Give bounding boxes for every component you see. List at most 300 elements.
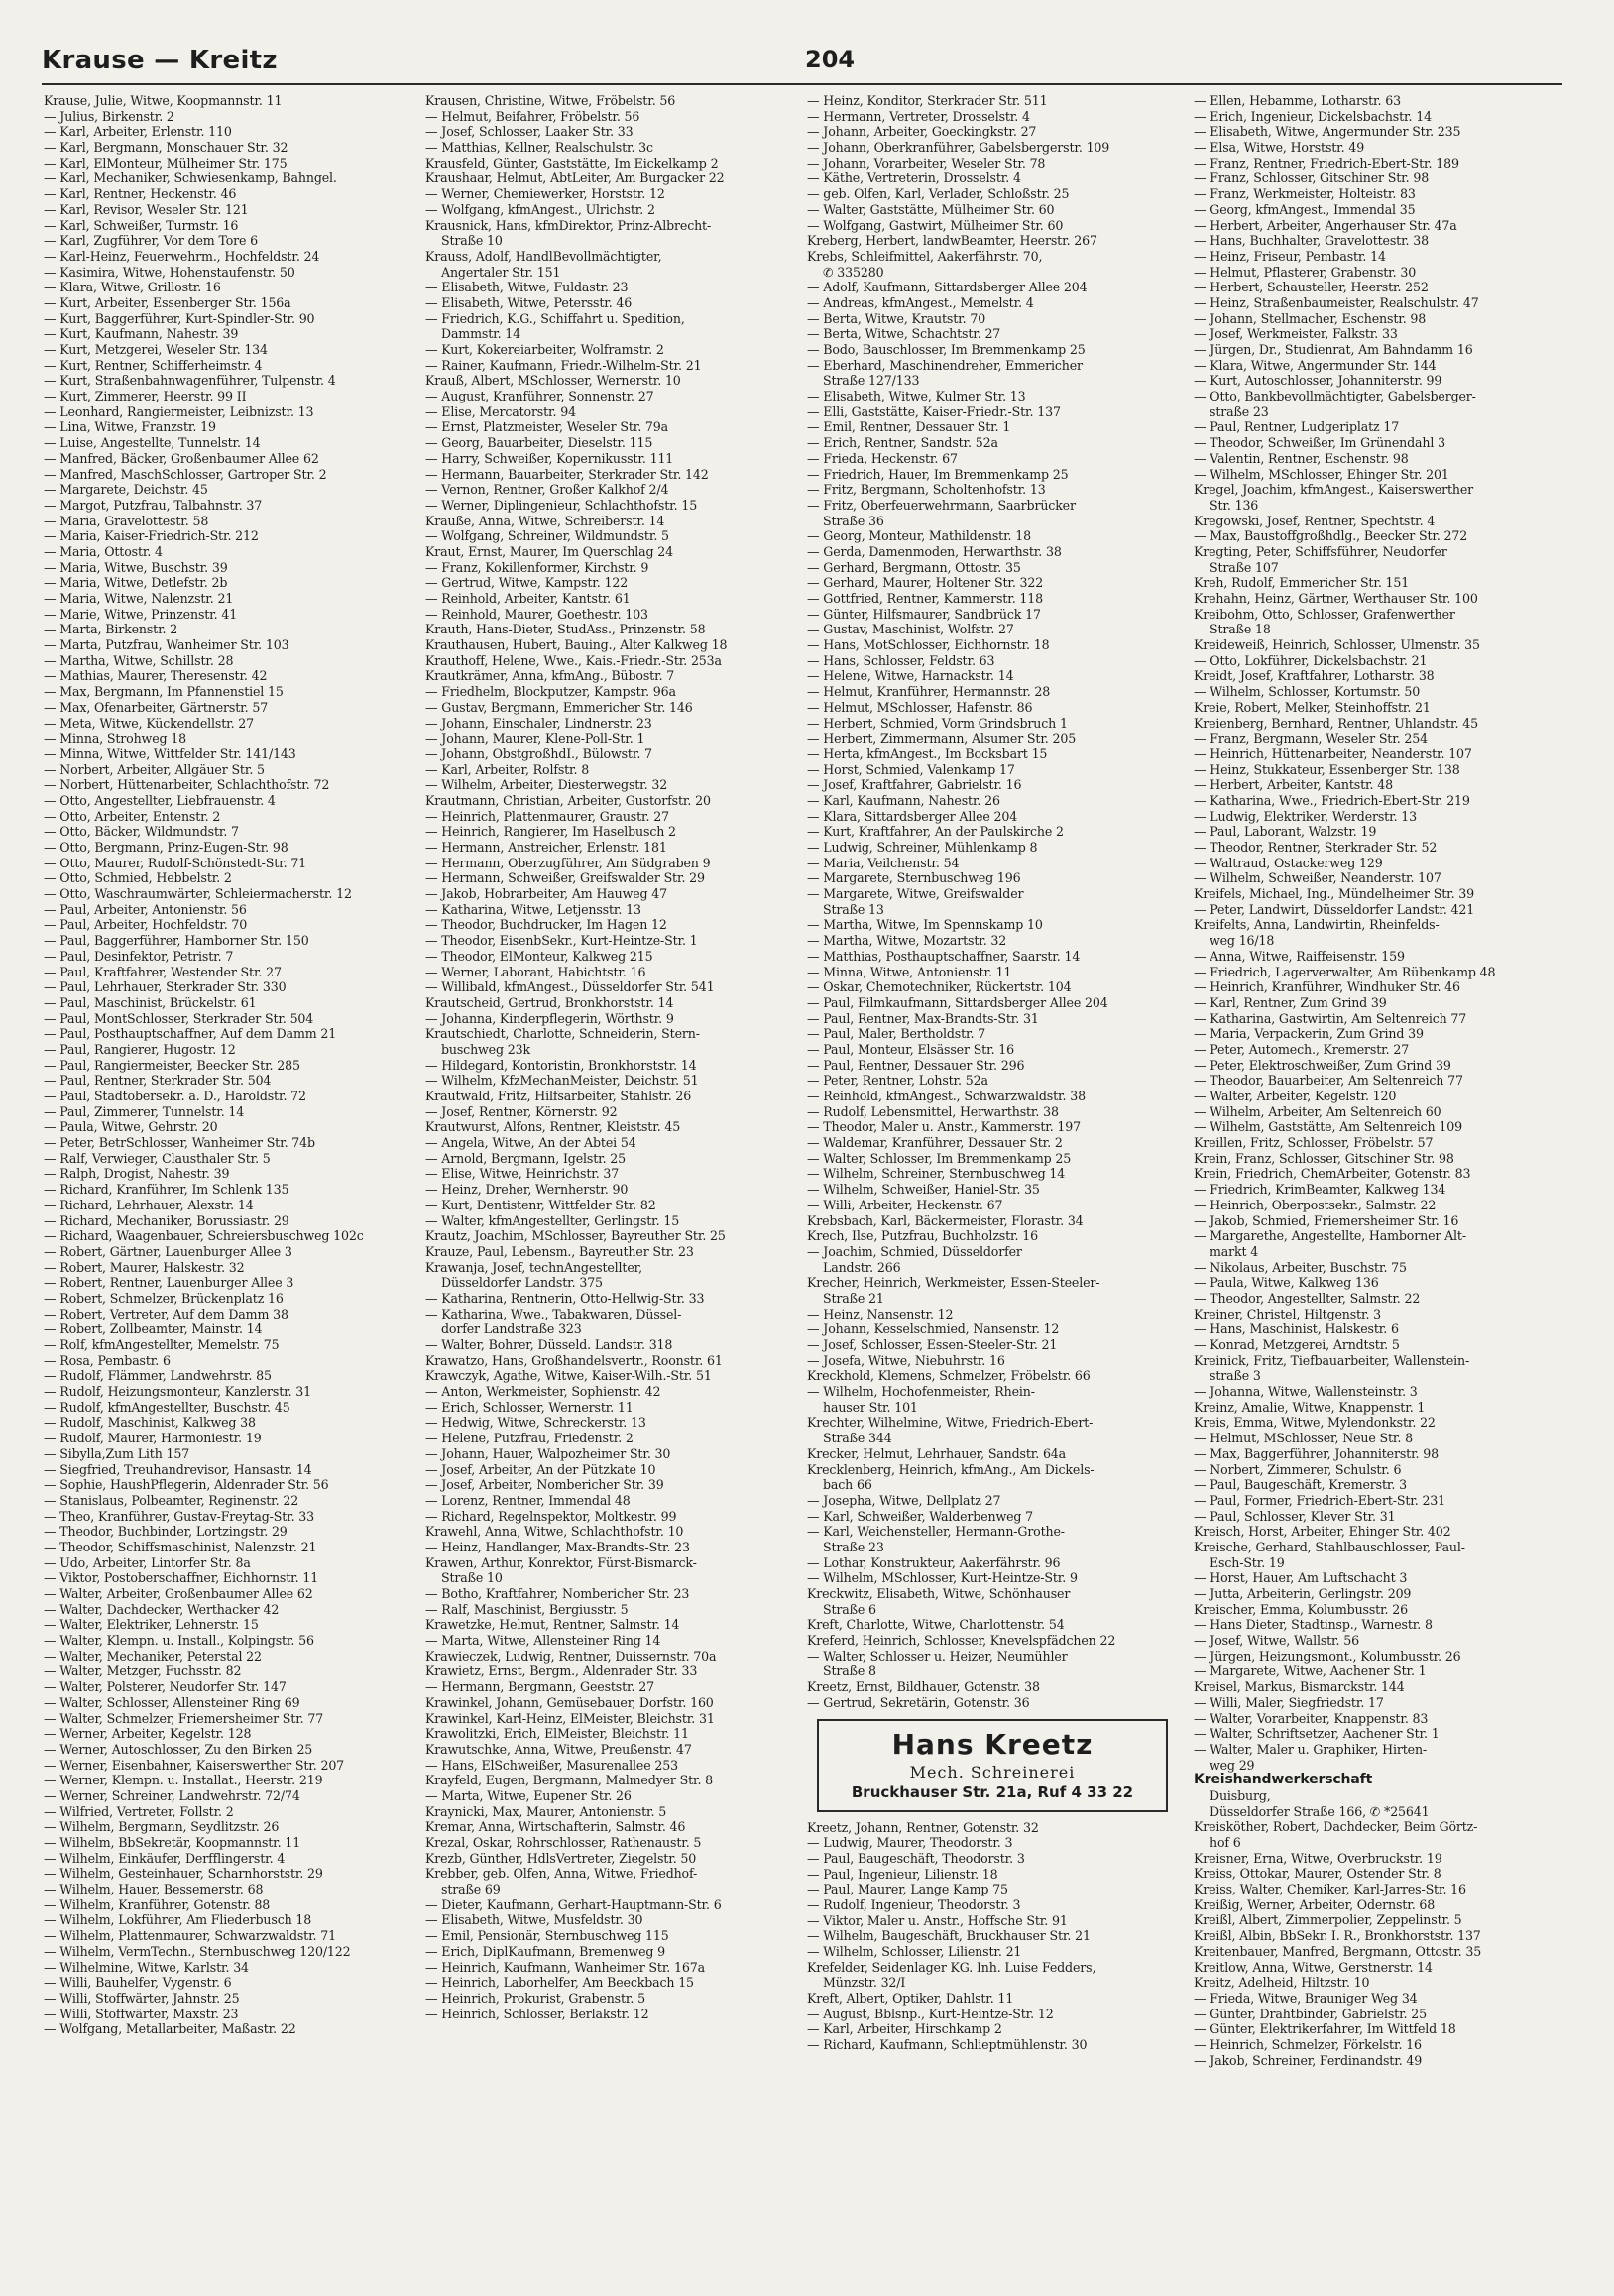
directory-entry: bach 66 [823, 1477, 872, 1493]
directory-entry: — Walter, Mechaniker, Peterstal 22 [44, 1648, 262, 1664]
directory-entry: — Anton, Werkmeister, Sophienstr. 42 [425, 1384, 661, 1400]
directory-entry: — Otto, Bergmann, Prinz-Eugen-Str. 98 [44, 840, 288, 855]
ad-company-name: Hans Kreetz [891, 1727, 1094, 1761]
directory-entry: — Johann, Oberkranführer, Gabelsbergerstr. 109 [807, 140, 1110, 156]
directory-entry: Straße 21 [823, 1290, 884, 1306]
directory-entry: — Walter, Arbeiter, Kegelstr. 120 [1194, 1089, 1397, 1103]
directory-entry: — Helmut, MSchlosser, Hafenstr. 86 [807, 699, 1033, 715]
directory-entry: — Theodor, Schweißer, Im Grünendahl 3 [1194, 435, 1445, 451]
directory-entry: — Franz, Bergmann, Weseler Str. 254 [1194, 731, 1428, 746]
directory-entry: — Heinrich, Hüttenarbeiter, Neanderstr. 107 [1194, 746, 1472, 761]
directory-entry: — Peter, Rentner, Lohstr. 52a [807, 1073, 988, 1089]
directory-entry: — Walter, Schlosser, Allensteiner Ring 69 [44, 1694, 300, 1710]
directory-entry: — Wilhelm, Einkäufer, Derfflingerstr. 4 [44, 1850, 286, 1866]
directory-entry: — Maria, Gravelottestr. 58 [44, 513, 209, 528]
directory-entry: — Ralf, Verwieger, Clausthaler Str. 5 [44, 1150, 271, 1166]
directory-entry: — Hermann, Anstreicher, Erlenstr. 181 [425, 840, 667, 855]
directory-entry: Krauze, Paul, Lebensm., Bayreuther Str. 23 [425, 1243, 694, 1259]
directory-entry: — Wilhelm, Gaststätte, Am Seltenreich 109 [1194, 1119, 1462, 1135]
directory-columns [44, 93, 1576, 2274]
directory-entry: — Karl, Kaufmann, Nahestr. 26 [807, 792, 1000, 808]
directory-entry: — Werner, Diplingenieur, Schlachthofstr. 15 [425, 497, 698, 513]
directory-entry: — Paul, Kraftfahrer, Westender Str. 27 [44, 964, 282, 979]
directory-entry: — Kurt, Straßenbahnwagenführer, Tulpenstr. 4 [44, 373, 336, 389]
directory-entry: — Richard, Regelnspektor, Moltkestr. 99 [425, 1508, 677, 1524]
directory-entry: — Rolf, kfmAngestellter, Memelstr. 75 [44, 1337, 280, 1352]
directory-entry: — Klara, Sittardsberger Allee 204 [807, 808, 1018, 824]
directory-entry: — Marta, Witwe, Eupener Str. 26 [425, 1787, 632, 1803]
directory-entry: — Walter, Klempn. u. Install., Kolpingstr. 56 [44, 1633, 314, 1649]
directory-entry: Kreckwitz, Elisabeth, Witwe, Schönhauser [807, 1586, 1071, 1601]
directory-entry: Kreetz, Ernst, Bildhauer, Gotenstr. 38 [807, 1679, 1040, 1695]
directory-entry: — Heinz, Dreher, Wernherstr. 90 [425, 1182, 629, 1198]
directory-entry: — Helmut, Kranführer, Hermannstr. 28 [807, 684, 1051, 700]
directory-entry: — Paul, Laborant, Walzstr. 19 [1194, 824, 1377, 840]
directory-entry: — Heinz, Straßenbaumeister, Realschulstr. 47 [1194, 294, 1479, 310]
directory-entry: — Reinhold, kfmAngest., Schwarzwaldstr. 38 [807, 1089, 1086, 1103]
directory-entry: — Max, Baustoffgroßhdlg., Beecker Str. 272 [1194, 528, 1468, 544]
directory-entry: — Ludwig, Schreiner, Mühlenkamp 8 [807, 840, 1038, 855]
directory-entry: — Elisabeth, Witwe, Petersstr. 46 [425, 294, 633, 310]
directory-entry: — Karl, Schweißer, Turmstr. 16 [44, 217, 239, 233]
directory-entry: — Wilhelm, Schlosser, Kortumstr. 50 [1194, 684, 1421, 700]
directory-entry: Krawutschke, Anna, Witwe, Preußenstr. 47 [425, 1741, 692, 1757]
directory-entry: — Gustav, Maschinist, Wolfstr. 27 [807, 622, 1014, 637]
directory-entry: Kregel, Joachim, kfmAngest., Kaiserswerther [1194, 482, 1473, 498]
directory-entry: — Hedwig, Witwe, Schreckerstr. 13 [425, 1415, 646, 1431]
directory-entry: — Valentin, Rentner, Eschenstr. 98 [1194, 450, 1409, 466]
directory-entry: Kreifelts, Anna, Landwirtin, Rheinfelds- [1194, 917, 1440, 933]
directory-entry: — Hans Dieter, Stadtinsp., Warnestr. 8 [1194, 1617, 1433, 1633]
directory-entry: — Theodor, Buchbinder, Lortzingstr. 29 [44, 1524, 288, 1540]
directory-entry: Krautkrämer, Anna, kfmAng., Bübostr. 7 [425, 668, 675, 684]
directory-entry: — Margarete, Witwe, Aachener Str. 1 [1194, 1664, 1427, 1679]
directory-entry: — Martha, Witwe, Im Spennskamp 10 [807, 917, 1043, 933]
directory-entry: — Otto, Maurer, Rudolf-Schönstedt-Str. 71 [44, 855, 307, 870]
directory-entry: — Werner, Laborant, Habichtstr. 16 [425, 964, 646, 979]
directory-entry: — Udo, Arbeiter, Lintorfer Str. 8a [44, 1554, 251, 1570]
directory-entry: — Georg, kfmAngest., Immendal 35 [1194, 201, 1416, 217]
directory-entry: — Paul, MontSchlosser, Sterkrader Str. 504 [44, 1010, 314, 1026]
directory-entry: — Reinhold, Maurer, Goethestr. 103 [425, 606, 648, 622]
directory-entry: — Erich, DiplKaufmann, Bremenweg 9 [425, 1943, 666, 1959]
directory-entry: — Paul, Rentner, Ludgeriplatz 17 [1194, 419, 1400, 435]
directory-entry: — Paul, Former, Friedrich-Ebert-Str. 231 [1194, 1492, 1446, 1508]
directory-entry: — Hans, Schlosser, Feldstr. 63 [807, 652, 995, 668]
directory-entry: Krezal, Oskar, Rohrschlosser, Rathenaustr. 5 [425, 1835, 702, 1850]
directory-entry: — Horst, Schmied, Valenkamp 17 [807, 761, 1015, 777]
directory-entry: Kreiner, Christel, Hiltgenstr. 3 [1194, 1306, 1382, 1321]
directory-entry: Krawieczek, Ludwig, Rentner, Duissernstr. 70a [425, 1648, 717, 1664]
directory-entry: — Robert, Zollbeamter, Mainstr. 14 [44, 1321, 263, 1337]
directory-entry: — Josef, Schlosser, Essen-Steeler-Str. 21 [807, 1337, 1058, 1352]
directory-entry: — Willi, Arbeiter, Heckenstr. 67 [807, 1197, 1003, 1212]
directory-entry: — Norbert, Zimmerer, Schulstr. 6 [1194, 1461, 1402, 1477]
directory-entry: — Ellen, Hebamme, Lotharstr. 63 [1194, 93, 1401, 108]
directory-entry: — Josef, Werkmeister, Falkstr. 33 [1194, 326, 1398, 342]
directory-entry: — Maria, Veilchenstr. 54 [807, 855, 960, 870]
directory-entry: — Theodor, Angestellter, Salmstr. 22 [1194, 1290, 1421, 1306]
directory-entry: — Theodor, Buchdrucker, Im Hagen 12 [425, 917, 667, 933]
directory-entry: — Paul, Rentner, Max-Brandts-Str. 31 [807, 1010, 1039, 1026]
directory-entry: — Willi, Maler, Siegfriedstr. 17 [1194, 1694, 1384, 1710]
directory-entry: Krawinkel, Johann, Gemüsebauer, Dorfstr. 160 [425, 1694, 714, 1710]
directory-entry: — Herbert, Zimmermann, Alsumer Str. 205 [807, 731, 1077, 746]
directory-entry: — Maria, Witwe, Detlefstr. 2b [44, 575, 228, 591]
directory-entry: — Jürgen, Heizungsmont., Kolumbusstr. 26 [1194, 1648, 1461, 1664]
directory-entry: Kreische, Gerhard, Stahlbauschlosser, Paul- [1194, 1539, 1465, 1554]
directory-entry: — Rudolf, Lebensmittel, Herwarthstr. 38 [807, 1103, 1059, 1119]
directory-entry: Krauß, Albert, MSchlosser, Wernerstr. 10 [425, 373, 681, 389]
directory-entry: — Helmut, Pflasterer, Grabenstr. 30 [1194, 264, 1417, 280]
directory-entry: — Willi, Bauhelfer, Vygenstr. 6 [44, 1975, 232, 1991]
directory-entry: — Rosa, Pembastr. 6 [44, 1352, 171, 1368]
directory-entry: — Elli, Gaststätte, Kaiser-Friedr.-Str. 137 [807, 403, 1061, 419]
directory-entry: — geb. Olfen, Karl, Verlader, Schloßstr. 25 [807, 186, 1070, 202]
directory-entry: buschweg 23k [441, 1041, 530, 1057]
page-header [42, 40, 1562, 85]
directory-entry: — Robert, Rentner, Lauenburger Allee 3 [44, 1275, 294, 1291]
directory-entry: straße 23 [1210, 403, 1269, 419]
directory-entry: Duisburg, [1210, 1787, 1271, 1803]
directory-entry: straße 3 [1210, 1368, 1261, 1384]
directory-entry: — Willibald, kfmAngest., Düsseldorfer Str. 541 [425, 979, 715, 995]
directory-entry: — Berta, Witwe, Krautstr. 70 [807, 310, 986, 326]
directory-entry: — Josef, Arbeiter, An der Pützkate 10 [425, 1461, 656, 1477]
directory-entry: Straße 127/133 [823, 373, 920, 389]
directory-entry: — Hermann, Schweißer, Greifswalder Str. 29 [425, 870, 705, 886]
directory-entry: — Frieda, Witwe, Brauniger Weg 34 [1194, 1990, 1418, 2006]
directory-entry: — Lothar, Konstrukteur, Aakerfährstr. 96 [807, 1554, 1061, 1570]
directory-entry: — Josepha, Witwe, Dellplatz 27 [807, 1492, 1001, 1508]
directory-entry: Düsseldorfer Landstr. 375 [441, 1275, 603, 1291]
directory-entry: Kreisch, Horst, Arbeiter, Ehinger Str. 402 [1194, 1524, 1451, 1540]
directory-entry: Krawolitzki, Erich, ElMeister, Bleichstr. 11 [425, 1726, 689, 1742]
directory-entry: — Wilhelm, Schweißer, Haniel-Str. 35 [807, 1182, 1040, 1198]
directory-entry: — Karl, Weichensteller, Hermann-Grothe- [807, 1524, 1065, 1540]
directory-entry: — Walter, Gaststätte, Mülheimer Str. 60 [807, 201, 1055, 217]
directory-entry: Krein, Friedrich, ChemArbeiter, Gotenstr. 83 [1194, 1166, 1471, 1182]
directory-entry: Krautwurst, Alfons, Rentner, Kleiststr. 45 [425, 1119, 681, 1135]
directory-entry: — Wilhelm, Schlosser, Lilienstr. 21 [807, 1944, 1022, 1959]
directory-entry: — Richard, Kaufmann, Schlieptmühlenstr. 30 [807, 2037, 1088, 2053]
directory-entry: — Julius, Birkenstr. 2 [44, 108, 174, 124]
directory-entry: — Manfred, MaschSchlosser, Gartroper Str. 2 [44, 466, 327, 482]
directory-entry: Kreishandwerkerschaft [1194, 1773, 1373, 1788]
directory-entry: — Rainer, Kaufmann, Friedr.-Wilhelm-Str. 21 [425, 357, 702, 373]
directory-entry: — Luise, Angestellte, Tunnelstr. 14 [44, 435, 261, 451]
directory-entry: — Elisabeth, Witwe, Angermunder Str. 235 [1194, 124, 1461, 140]
directory-entry: — Otto, Waschraumwärter, Schleiermacherstr. 12 [44, 886, 352, 902]
directory-entry: — Heinrich, Oberpostsekr., Salmstr. 22 [1194, 1197, 1437, 1212]
directory-entry: — August, Bblsnp., Kurt-Heintze-Str. 12 [807, 2006, 1054, 2021]
directory-entry: — Otto, Lokführer, Dickelsbachstr. 21 [1194, 652, 1428, 668]
directory-entry: — Norbert, Arbeiter, Allgäuer Str. 5 [44, 761, 265, 777]
directory-entry: — Rudolf, Heizungsmonteur, Kanzlerstr. 31 [44, 1384, 312, 1400]
directory-entry: — Jakob, Schreiner, Ferdinandstr. 49 [1194, 2052, 1423, 2068]
directory-entry: — Theodor, ElMonteur, Kalkweg 215 [425, 948, 653, 964]
directory-entry: — Richard, Kranführer, Im Schlenk 135 [44, 1182, 289, 1198]
directory-entry: Krausnick, Hans, kfmDirektor, Prinz-Albrecht- [425, 217, 712, 233]
directory-entry: — Johann, Stellmacher, Eschenstr. 98 [1194, 310, 1427, 326]
directory-entry: hauser Str. 101 [823, 1399, 918, 1415]
directory-entry: Krauth, Hans-Dieter, StudAss., Prinzenstr. 58 [425, 622, 706, 637]
directory-entry: — Günter, Hilfsmaurer, Sandbrück 17 [807, 606, 1041, 622]
directory-entry: — Richard, Lehrhauer, Alexstr. 14 [44, 1197, 254, 1212]
directory-entry: — Joachim, Schmied, Düsseldorfer [807, 1243, 1022, 1259]
directory-entry: — Paul, Maler, Bertholdstr. 7 [807, 1026, 986, 1042]
directory-entry: — Max, Ofenarbeiter, Gärtnerstr. 57 [44, 699, 269, 715]
directory-entry: — Elisabeth, Witwe, Fuldastr. 23 [425, 280, 629, 295]
directory-entry: markt 4 [1210, 1243, 1259, 1259]
directory-column-4 [1194, 93, 1562, 2274]
directory-entry: — Fritz, Oberfeuerwehrmann, Saarbrücker [807, 497, 1076, 513]
directory-entry: — Erich, Ingenieur, Dickelsbachstr. 14 [1194, 108, 1432, 124]
directory-entry: Kreisel, Markus, Bismarckstr. 144 [1194, 1679, 1405, 1695]
directory-entry: — Max, Bergmann, Im Pfannenstiel 15 [44, 684, 284, 700]
directory-entry: — Jutta, Arbeiterin, Gerlingstr. 209 [1194, 1586, 1412, 1601]
directory-entry: — Paul, Stadtobersekr. a. D., Haroldstr. 72 [44, 1089, 306, 1103]
directory-entry: — Peter, BetrSchlosser, Wanheimer Str. 74b [44, 1135, 315, 1151]
directory-entry: — Karl, Rentner, Zum Grind 39 [1194, 994, 1387, 1010]
directory-entry: — Elsa, Witwe, Horststr. 49 [1194, 140, 1365, 156]
directory-entry: — Angela, Witwe, An der Abtei 54 [425, 1135, 636, 1151]
directory-entry: — Friedrich, KrimBeamter, Kalkweg 134 [1194, 1182, 1446, 1198]
directory-entry: Kreitenbauer, Manfred, Bergmann, Ottostr. 35 [1194, 1943, 1482, 1959]
directory-entry: — Nikolaus, Arbeiter, Buschstr. 75 [1194, 1259, 1407, 1275]
directory-entry: — Hermann, Vertreter, Drosselstr. 4 [807, 108, 1030, 124]
directory-entry: — Johann, Einschaler, Lindnerstr. 23 [425, 715, 652, 731]
directory-entry: Krawanja, Josef, technAngestellter, [425, 1259, 642, 1275]
page-number: 204 [805, 46, 856, 73]
directory-entry: — Werner, Eisenbahner, Kaiserswerther Str. 207 [44, 1757, 345, 1773]
directory-entry: — Walter, Bohrer, Düsseld. Landstr. 318 [425, 1337, 673, 1352]
directory-entry: — Paul, Rangierer, Hugostr. 12 [44, 1041, 236, 1057]
directory-entry: Krecher, Heinrich, Werkmeister, Essen-Steeler- [807, 1275, 1100, 1291]
directory-entry: — Walter, Polsterer, Neudorfer Str. 147 [44, 1679, 287, 1695]
directory-entry: — Karl, Rentner, Heckenstr. 46 [44, 186, 237, 202]
directory-entry: Straße 107 [1210, 559, 1279, 575]
directory-entry: — Katharina, Wwe., Friedrich-Ebert-Str. 219 [1194, 792, 1470, 808]
directory-entry: — Margot, Putzfrau, Talbahnstr. 37 [44, 497, 263, 513]
directory-entry: — Katharina, Witwe, Letjensstr. 13 [425, 901, 641, 917]
directory-entry: Kreienberg, Bernhard, Rentner, Uhlandstr. 45 [1194, 715, 1478, 731]
directory-entry: — Elisabeth, Witwe, Musfeldstr. 30 [425, 1912, 643, 1928]
directory-entry: — Otto, Bankbevollmächtigter, Gabelsberger- [1194, 389, 1476, 404]
directory-entry: Krebs, Schleifmittel, Aakerfährstr. 70, [807, 248, 1043, 264]
directory-entry: Krause, Julie, Witwe, Koopmannstr. 11 [44, 93, 283, 108]
directory-entry: Dammstr. 14 [441, 326, 521, 342]
directory-entry: Kreckhold, Klemens, Schmelzer, Fröbelstr. 66 [807, 1368, 1091, 1384]
directory-entry: — Wilhelm, Kranführer, Gotenstr. 88 [44, 1896, 271, 1912]
directory-entry: — Jürgen, Dr., Studienrat, Am Bahndamm 16 [1194, 342, 1473, 357]
directory-entry: Straße 10 [441, 233, 503, 249]
directory-entry: Krausen, Christine, Witwe, Fröbelstr. 56 [425, 93, 676, 108]
directory-entry: hof 6 [1210, 1835, 1241, 1850]
directory-entry: — Gerhard, Bergmann, Ottostr. 35 [807, 559, 1021, 575]
directory-entry: Kreisköther, Robert, Dachdecker, Beim Görtz- [1194, 1819, 1478, 1835]
directory-entry: — Jakob, Schmied, Friemersheimer Str. 16 [1194, 1212, 1459, 1228]
directory-entry: — Josef, Rentner, Körnerstr. 92 [425, 1103, 618, 1119]
directory-entry: — Kurt, Arbeiter, Essenberger Str. 156a [44, 294, 291, 310]
directory-entry: Kremar, Anna, Wirtschafterin, Salmstr. 46 [425, 1819, 686, 1835]
directory-entry: — Richard, Waagenbauer, Schreiersbuschweg 102c [44, 1228, 364, 1244]
directory-entry: — Friedrich, K.G., Schiffahrt u. Spedition, [425, 310, 685, 326]
directory-entry: — Paul, Arbeiter, Antonienstr. 56 [44, 901, 247, 917]
directory-entry: — Karl, Arbeiter, Erlenstr. 110 [44, 124, 232, 140]
directory-entry: Kreidt, Josef, Kraftfahrer, Lotharstr. 38 [1194, 668, 1435, 684]
directory-entry: — Josef, Witwe, Wallstr. 56 [1194, 1633, 1359, 1649]
directory-entry: — Horst, Hauer, Am Luftschacht 3 [1194, 1570, 1408, 1586]
directory-entry: — Paul, Filmkaufmann, Sittardsberger Allee 204 [807, 994, 1108, 1010]
directory-entry: — Hans, ElSchweißer, Masurenallee 253 [425, 1757, 678, 1773]
directory-entry: — Vernon, Rentner, Großer Kalkhof 2/4 [425, 482, 669, 498]
directory-entry: — Katharina, Wwe., Tabakwaren, Düssel- [425, 1306, 682, 1321]
directory-entry: — Karl, Schweißer, Walderbenweg 7 [807, 1508, 1034, 1524]
directory-entry: — Martha, Witwe, Schillstr. 28 [44, 652, 234, 668]
directory-entry: — Rudolf, Flämmer, Landwehrstr. 85 [44, 1368, 272, 1384]
directory-entry: — Theodor, Schiffsmaschinist, Nalenzstr. 21 [44, 1539, 317, 1554]
directory-entry: — Gerhard, Maurer, Holtener Str. 322 [807, 575, 1044, 591]
directory-entry: — Wilhelm, KfzMechanMeister, Deichstr. 51 [425, 1073, 699, 1089]
directory-entry: — Walter, Schlosser, Im Bremmenkamp 25 [807, 1150, 1072, 1166]
directory-entry: — Paul, Schlosser, Klever Str. 31 [1194, 1508, 1396, 1524]
directory-entry: Krebsbach, Karl, Bäckermeister, Florastr. 34 [807, 1212, 1084, 1228]
directory-entry: — Herbert, Schmied, Vorm Grindsbruch 1 [807, 715, 1068, 731]
directory-entry: — Gottfried, Rentner, Kammerstr. 118 [807, 591, 1043, 606]
directory-entry: Krech, Ilse, Putzfrau, Buchholzstr. 16 [807, 1228, 1038, 1244]
directory-entry: — Wolfgang, kfmAngest., Ulrichstr. 2 [425, 201, 655, 217]
directory-entry: — Fritz, Bergmann, Scholtenhofstr. 13 [807, 482, 1046, 498]
directory-entry: Krautwald, Fritz, Hilfsarbeiter, Stahlstr. 26 [425, 1089, 692, 1103]
directory-entry: Kreferd, Heinrich, Schlosser, Knevelspfädchen 22 [807, 1633, 1116, 1649]
directory-entry: — Wilhelm, Arbeiter, Diesterwegstr. 32 [425, 777, 668, 793]
directory-entry: — Ludwig, Maurer, Theodorstr. 3 [807, 1835, 1013, 1851]
directory-entry: — August, Kranführer, Sonnenstr. 27 [425, 389, 654, 404]
directory-entry: — Herbert, Schausteller, Heerstr. 252 [1194, 280, 1429, 295]
directory-entry: Krawen, Arthur, Konrektor, Fürst-Bismarck- [425, 1554, 697, 1570]
directory-entry: — Lorenz, Rentner, Immendal 48 [425, 1492, 631, 1508]
directory-entry: — Werner, Klempn. u. Installat., Heerstr. 219 [44, 1773, 323, 1788]
directory-entry: — Paul, Desinfektor, Petristr. 7 [44, 948, 234, 964]
directory-entry: — Maria, Witwe, Nalenzstr. 21 [44, 591, 234, 606]
directory-entry: — Wilhelm, Arbeiter, Am Seltenreich 60 [1194, 1103, 1441, 1119]
directory-entry: Düsseldorfer Straße 166, ✆ *25641 [1210, 1803, 1430, 1819]
directory-entry: — Oskar, Chemotechniker, Rückertstr. 104 [807, 979, 1072, 995]
directory-entry: Kregting, Peter, Schiffsführer, Neudorfer [1194, 543, 1447, 559]
directory-entry: — Heinrich, Kranführer, Windhuker Str. 46 [1194, 979, 1460, 995]
directory-entry: — Heinrich, Rangierer, Im Haselbusch 2 [425, 824, 676, 840]
directory-entry: — Heinrich, Kaufmann, Wanheimer Str. 167a [425, 1959, 705, 1975]
directory-entry: Kreideweiß, Heinrich, Schlosser, Ulmenstr. 35 [1194, 637, 1480, 653]
directory-entry: — Friedrich, Lagerverwalter, Am Rübenkamp 48 [1194, 964, 1496, 979]
directory-entry: Krefelder, Seidenlager KG. Inh. Luise Fedders, [807, 1959, 1096, 1975]
directory-entry: — Wilhelm, MSchlosser, Kurt-Heintze-Str. 9 [807, 1570, 1078, 1586]
directory-entry: — Wilhelm, MSchlosser, Ehinger Str. 201 [1194, 466, 1449, 482]
directory-entry: Krawczyk, Agathe, Witwe, Kaiser-Wilh.-Str. 51 [425, 1368, 712, 1384]
directory-entry: Krechter, Wilhelmine, Witwe, Friedrich-Ebert- [807, 1415, 1094, 1431]
directory-entry: — Josefa, Witwe, Niebuhrstr. 16 [807, 1352, 1005, 1368]
directory-entry: Kreft, Charlotte, Witwe, Charlottenstr. 54 [807, 1617, 1065, 1633]
directory-entry: — Walter, Schriftsetzer, Aachener Str. 1 [1194, 1726, 1440, 1742]
directory-entry: — Hermann, Bergmann, Geeststr. 27 [425, 1679, 654, 1695]
directory-entry: — Paula, Witwe, Gehrstr. 20 [44, 1119, 218, 1135]
directory-entry: — Helene, Putzfrau, Friedenstr. 2 [425, 1431, 634, 1446]
directory-entry: — Andreas, kfmAngest., Memelstr. 4 [807, 294, 1034, 310]
directory-entry: — Norbert, Hüttenarbeiter, Schlachthofstr. 72 [44, 777, 330, 793]
directory-entry: — Hans, Maschinist, Halskestr. 6 [1194, 1321, 1399, 1337]
directory-entry: Kreisner, Erna, Witwe, Overbruckstr. 19 [1194, 1850, 1442, 1866]
directory-entry: — Günter, Elektrikerfahrer, Im Wittfeld 18 [1194, 2021, 1456, 2037]
directory-entry: — Georg, Monteur, Mathildenstr. 18 [807, 528, 1031, 544]
directory-entry: — Katharina, Gastwirtin, Am Seltenreich 77 [1194, 1010, 1467, 1026]
directory-entry: — Wilfried, Vertreter, Follstr. 2 [44, 1803, 234, 1819]
directory-entry: — Helmut, Beifahrer, Fröbelstr. 56 [425, 108, 640, 124]
directory-entry: — Paul, Rangiermeister, Beecker Str. 285 [44, 1057, 300, 1073]
directory-entry: Kreiss, Ottokar, Maurer, Ostender Str. 8 [1194, 1866, 1441, 1882]
directory-entry: Krautschiedt, Charlotte, Schneiderin, Stern- [425, 1026, 700, 1042]
directory-entry: — Herbert, Arbeiter, Kantstr. 48 [1194, 777, 1393, 793]
directory-entry: weg 29 [1210, 1757, 1255, 1773]
directory-entry: — Walter, Maler u. Graphiker, Hirten- [1194, 1741, 1428, 1757]
directory-entry: — Walter, Vorarbeiter, Knappenstr. 83 [1194, 1710, 1429, 1726]
directory-entry: Krauthausen, Hubert, Bauing., Alter Kalkweg 18 [425, 637, 728, 653]
directory-entry: — Katharina, Rentnerin, Otto-Hellwig-Str. 33 [425, 1290, 705, 1306]
directory-entry: — Margarete, Witwe, Greifswalder [807, 886, 1024, 902]
directory-entry: — Stanislaus, Polbeamter, Reginenstr. 22 [44, 1492, 299, 1508]
directory-entry: — Wilhelm, BbSekretär, Koopmannstr. 11 [44, 1835, 301, 1850]
directory-entry: Kreiss, Walter, Chemiker, Karl-Jarres-Str. 16 [1194, 1882, 1466, 1897]
directory-entry: Krebber, geb. Olfen, Anna, Witwe, Friedhof- [425, 1866, 698, 1882]
directory-entry: — Kurt, Autoschlosser, Johanniterstr. 99 [1194, 373, 1442, 389]
directory-entry: — Frieda, Heckenstr. 67 [807, 450, 958, 466]
directory-entry: — Heinrich, Prokurist, Grabenstr. 5 [425, 1990, 645, 2006]
directory-entry: Krawetzke, Helmut, Rentner, Salmstr. 14 [425, 1617, 680, 1633]
directory-entry: — Wilhelm, Plattenmaurer, Schwarzwaldstr. 71 [44, 1928, 336, 1944]
directory-entry: Kreißl, Albin, BbSekr. I. R., Bronkhorststr. 137 [1194, 1928, 1481, 1944]
directory-entry: — Theodor, Bauarbeiter, Am Seltenreich 77 [1194, 1073, 1463, 1089]
directory-entry: — Harry, Schweißer, Kopernikusstr. 111 [425, 450, 674, 466]
directory-entry: — Georg, Bauarbeiter, Dieselstr. 115 [425, 435, 653, 451]
directory-entry: Krayfeld, Eugen, Bergmann, Malmedyer Str. 8 [425, 1773, 714, 1788]
directory-entry: — Paul, Baugeschäft, Kremerstr. 3 [1194, 1477, 1407, 1493]
directory-entry: Krauße, Anna, Witwe, Schreiberstr. 14 [425, 513, 665, 528]
directory-entry: — Paul, Monteur, Elsässer Str. 16 [807, 1041, 1015, 1057]
directory-entry: — Wilhelm, Hauer, Bessemerstr. 68 [44, 1882, 264, 1897]
directory-entry: ✆ 335280 [823, 264, 884, 280]
directory-entry: Kreberg, Herbert, landwBeamter, Heerstr. 267 [807, 233, 1097, 249]
directory-entry: Kreinz, Amalie, Witwe, Knappenstr. 1 [1194, 1399, 1426, 1415]
directory-entry: — Walter, Dachdecker, Werthacker 42 [44, 1601, 280, 1617]
directory-entry: — Johann, Kesselschmied, Nansenstr. 12 [807, 1321, 1060, 1337]
directory-entry: — Marta, Birkenstr. 2 [44, 622, 178, 637]
directory-entry: — Kurt, Dentistenr, Wittfelder Str. 82 [425, 1197, 656, 1212]
directory-entry: — Ralph, Drogist, Nahestr. 39 [44, 1166, 230, 1182]
directory-entry: Krausfeld, Günter, Gaststätte, Im Eickelkamp 2 [425, 155, 719, 171]
directory-entry: Kreft, Albert, Optiker, Dahlstr. 11 [807, 1991, 1014, 2007]
directory-entry: — Robert, Vertreter, Auf dem Damm 38 [44, 1306, 288, 1321]
directory-entry: — Wolfgang, Schreiner, Wildmundstr. 5 [425, 528, 669, 544]
directory-entry: — Josef, Arbeiter, Nombericher Str. 39 [425, 1477, 664, 1493]
directory-entry: — Matthias, Kellner, Realschulstr. 3c [425, 140, 653, 156]
directory-entry: — Wolfgang, Gastwirt, Mülheimer Str. 60 [807, 217, 1064, 233]
directory-entry: — Friedhelm, Blockputzer, Kampstr. 96a [425, 684, 676, 700]
directory-entry: — Karl-Heinz, Feuerwehrm., Hochfeldstr. 24 [44, 248, 320, 264]
directory-entry: — Theo, Kranführer, Gustav-Freytag-Str. 33 [44, 1508, 315, 1524]
directory-entry: — Wilhelm, VermTechn., Sternbuschweg 120/122 [44, 1943, 351, 1959]
directory-entry: — Maria, Ottostr. 4 [44, 543, 163, 559]
directory-entry: — Minna, Witwe, Antonienstr. 11 [807, 964, 1012, 979]
